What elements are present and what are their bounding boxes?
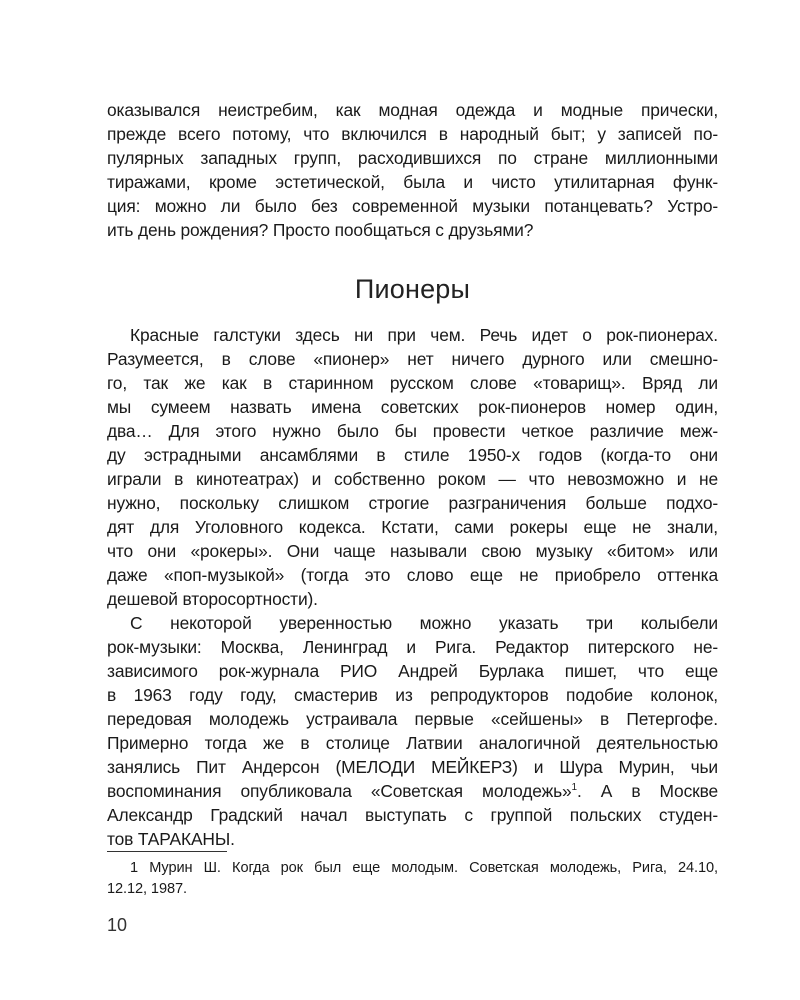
text-line: дешевой второсортности). [107,589,318,609]
text-segment: . А в Москве [576,781,718,801]
text-line: рок-музыки: Москва, Ленинград и Рига. Редактор питерского не- [107,637,718,657]
text-line: даже «поп-музыкой» (тогда это слово еще не приобрело оттенка [107,565,718,585]
text-line: передовая молодежь устраивала первые «сейшены» в Петергофе. [107,709,718,729]
text-line: прежде всего потому, что включился в народный быт; у записей по- [107,124,718,144]
text-line: го, так же как в старинном русском слове «товарищ». Вряд ли [107,373,718,393]
text-line: дят для Уголовного кодекса. Кстати, сами рокеры еще не знали, [107,517,718,537]
text-line: С некоторой уверенностью можно указать три колыбели [130,613,718,633]
text-line: оказывался неистребим, как модная одежда и модные прически, [107,100,718,120]
text-line: Красные галстуки здесь ни при чем. Речь идет о рок-пионерах. [130,325,718,345]
text-line: ить день рождения? Просто пообщаться с друзьями? [107,220,534,240]
text-segment: воспоминания опубликовала «Советская молодежь» [107,781,572,801]
text-line: Разумеется, в слове «пионер» нет ничего дурного или смешно- [107,349,718,369]
text-line-with-footnote [107,779,718,803]
footnote-divider [107,851,227,852]
text-line: в 1963 году году, смастерив из репродукторов подобие колонок, [107,685,718,705]
text-line: Примерно тогда же в столице Латвии аналогичной деятельностью [107,733,718,753]
footnote-line: 12.12, 1987. [107,881,187,897]
text-line: зависимого рок-журнала РИО Андрей Бурлака пишет, что еще [107,661,718,681]
footnote-line: 1 Мурин Ш. Когда рок был еще молодым. Советская молодежь, Рига, 24.10, [130,860,718,876]
text-line: мы сумеем назвать имена советских рок-пионеров номер один, [107,397,718,417]
text-line: тов ТАРАКАНЫ. [107,829,235,849]
text-line: ция: можно ли было без современной музыки потанцевать? Устро- [107,196,718,216]
section-title: Пионеры [354,274,471,304]
text-line: занялись Пит Андерсон (МЕЛОДИ МЕЙКЕРЗ) и Шура Мурин, чьи [107,757,718,777]
text-line: ду эстрадными ансамблями в стиле 1950-х годов (когда-то они [107,445,718,465]
text-line: играли в кинотеатрах) и собственно роком — что невозможно и не [107,469,718,489]
text-line: тиражами, кроме эстетической, была и чисто утилитарная функ- [107,172,718,192]
text-line: два… Для этого нужно было бы провести четкое различие меж- [107,421,718,441]
text-line: нужно, поскольку слишком строгие разграничения больше подхо- [107,493,718,513]
text-line: пулярных западных групп, расходившихся по стране миллионными [107,148,718,168]
footnote-reference[interactable]: 1 [571,782,577,794]
text-line: что они «рокеры». Они чаще называли свою музыку «битом» или [107,541,718,561]
page-number: 10 [107,915,128,935]
text-line: Александр Градский начал выступать с группой польских студен- [107,805,718,825]
